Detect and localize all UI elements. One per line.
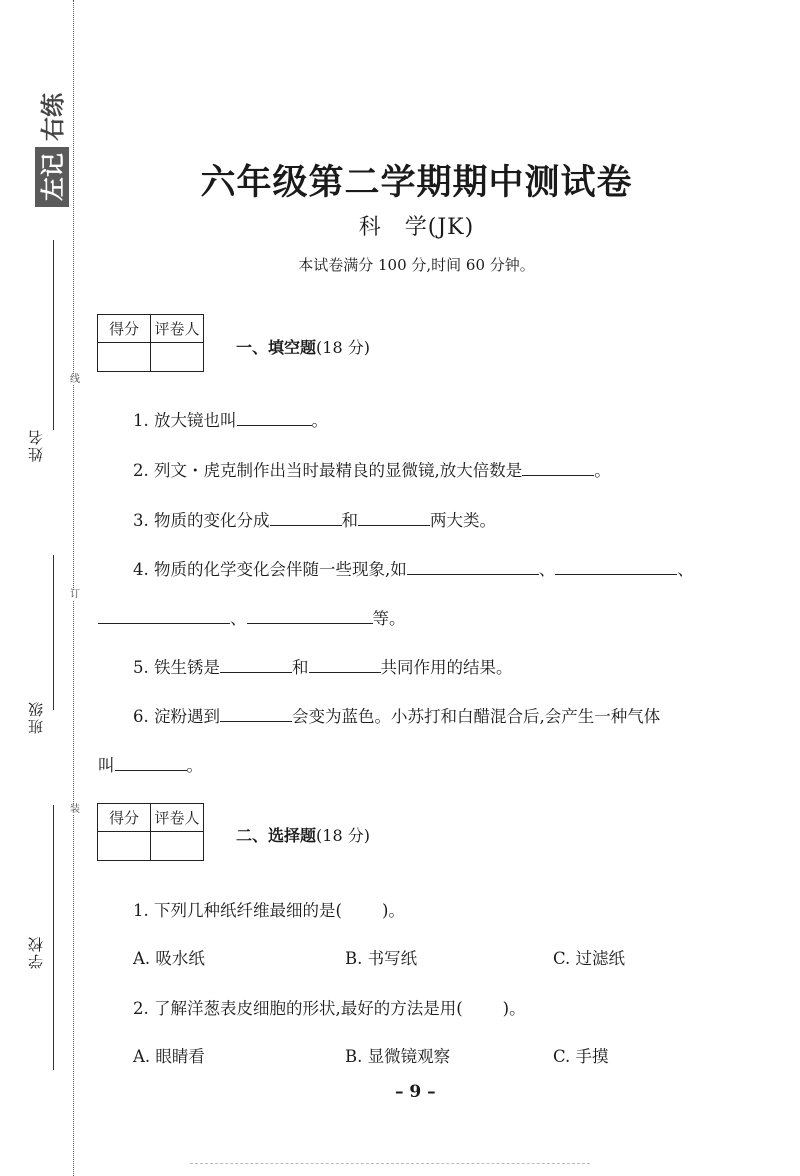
answer-blank[interactable] [555, 557, 677, 575]
class-label: 班级 [27, 700, 45, 734]
score-label: 得分 [98, 804, 151, 832]
school-label: 学校 [27, 935, 45, 969]
exam-title: 六年级第二学期期中测试卷 [200, 162, 633, 203]
section1-points: (18 分) [316, 338, 370, 357]
s1-question-4: 4. 物质的化学变化会伴随一些现象,如 、 、 [133, 556, 694, 580]
s2-question-2: 2. 了解洋葱表皮细胞的形状,最好的方法是用( )。 [133, 999, 526, 1018]
binding-mark-zhuang: 装 [70, 804, 80, 815]
s2-q2-option-a[interactable]: A. 眼睛看 [133, 1047, 205, 1066]
grader-cell[interactable] [151, 832, 204, 861]
score-cell[interactable] [98, 832, 151, 861]
s1-question-6: 6. 淀粉遇到 会变为蓝色。小苏打和白醋混合后,会产生一种气体 [133, 703, 660, 727]
s2-q1-option-a[interactable]: A. 吸水纸 [133, 949, 205, 968]
exam-subject: 科 学(JK) [358, 215, 475, 240]
grader-label: 评卷人 [151, 315, 204, 343]
s2-q1-option-b[interactable]: B. 书写纸 [345, 949, 418, 968]
s1-question-4-cont: 、 等。 [98, 605, 406, 629]
name-label: 姓名 [27, 428, 45, 462]
svg-text:左记: 左记 [39, 153, 67, 201]
score-label: 得分 [98, 315, 151, 343]
grader-label: 评卷人 [151, 804, 204, 832]
s1-question-3: 3. 物质的变化分成 和 两大类。 [133, 507, 496, 531]
answer-blank[interactable] [220, 704, 292, 722]
s2-q2-option-b[interactable]: B. 显微镜观察 [345, 1047, 451, 1066]
s1-question-1: 1. 放大镜也叫 。 [133, 407, 328, 431]
page-number: – 9 – [395, 1082, 436, 1102]
answer-blank[interactable] [237, 408, 312, 426]
section2-heading [236, 823, 370, 846]
school-line [53, 805, 54, 1070]
s2-q2-option-c[interactable]: C. 手摸 [553, 1047, 609, 1066]
s1-question-5: 5. 铁生锈是 和 共同作用的结果。 [133, 654, 513, 678]
answer-blank[interactable] [220, 655, 292, 673]
score-box-section1 [97, 314, 204, 372]
answer-blank[interactable] [407, 557, 539, 575]
binding-mark-xian: 线 [70, 374, 80, 385]
section1-title: 一、填空题 [236, 338, 317, 357]
section1-heading [236, 335, 370, 358]
score-cell[interactable] [98, 343, 151, 372]
grader-cell[interactable] [151, 343, 204, 372]
svg-text:右练: 右练 [39, 93, 67, 141]
s1-question-6-cont: 叫 。 [98, 752, 203, 776]
s2-q1-option-c[interactable]: C. 过滤纸 [553, 949, 626, 968]
answer-blank[interactable] [270, 508, 342, 526]
s2-question-1: 1. 下列几种纸纤维最细的是( )。 [133, 901, 405, 920]
answer-blank[interactable] [98, 606, 230, 624]
score-box-section2 [97, 803, 204, 861]
section2-points: (18 分) [316, 826, 370, 845]
answer-blank[interactable] [309, 655, 381, 673]
answer-blank[interactable] [247, 606, 373, 624]
exam-note: 本试卷满分 100 分,时间 60 分钟。 [298, 256, 535, 274]
s1-question-2: 2. 列文・虎克制作出当时最精良的显微镜,放大倍数是 。 [133, 457, 611, 481]
answer-blank[interactable] [358, 508, 430, 526]
class-line [53, 555, 54, 710]
section2-title: 二、选择题 [236, 826, 317, 845]
bottom-edge-artifact [190, 1163, 590, 1164]
answer-blank[interactable] [115, 753, 187, 771]
binding-mark-ding: 订 [70, 589, 80, 600]
answer-blank[interactable] [522, 458, 594, 476]
